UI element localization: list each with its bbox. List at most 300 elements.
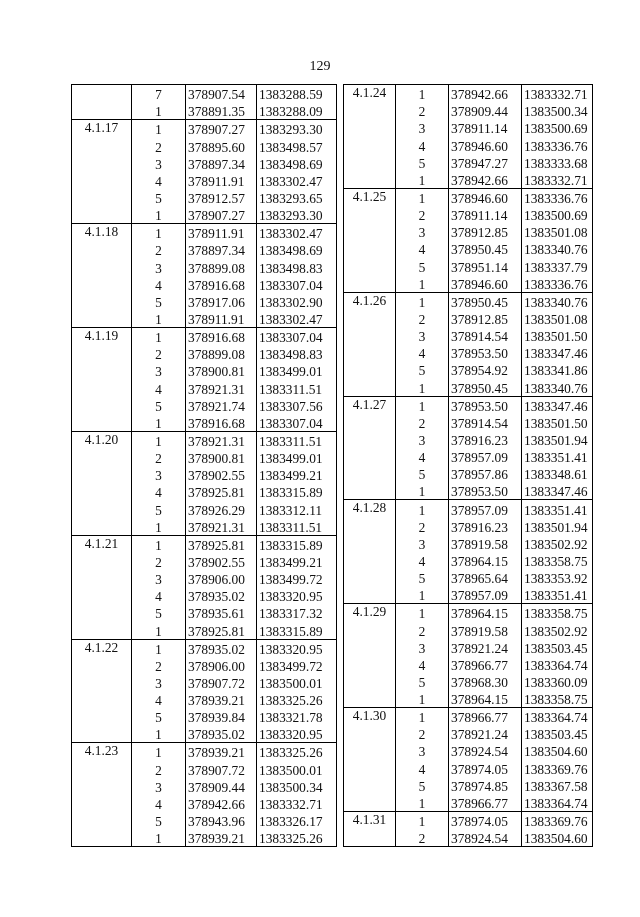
- table-left-body: [72, 85, 337, 847]
- point-number: 5: [132, 708, 186, 725]
- y-coordinate: 1383315.89: [257, 621, 337, 639]
- x-coordinate: 378907.27: [186, 206, 257, 224]
- y-coordinate: 1383500.34: [257, 778, 337, 795]
- point-number: 4: [396, 136, 449, 153]
- point-number: 3: [396, 223, 449, 240]
- table-row: [344, 310, 593, 327]
- section-id: [72, 137, 132, 154]
- point-number: 3: [396, 639, 449, 656]
- x-coordinate: 378939.21: [186, 743, 257, 761]
- table-row: [344, 206, 593, 223]
- y-coordinate: 1383358.75: [522, 604, 593, 622]
- table-row: [72, 725, 337, 743]
- x-coordinate: 378907.72: [186, 760, 257, 777]
- section-id: [72, 241, 132, 258]
- point-number: 5: [132, 397, 186, 414]
- point-number: 4: [396, 656, 449, 673]
- point-number: 2: [132, 449, 186, 466]
- section-id: [344, 275, 396, 293]
- point-number: 4: [132, 483, 186, 500]
- x-coordinate: 378935.02: [186, 639, 257, 657]
- table-row: [72, 189, 337, 206]
- point-number: 1: [132, 102, 186, 120]
- section-id: [72, 553, 132, 570]
- x-coordinate: 378911.91: [186, 310, 257, 328]
- section-id: [72, 483, 132, 500]
- point-number: 5: [396, 673, 449, 690]
- y-coordinate: 1383333.68: [522, 154, 593, 171]
- point-number: 2: [132, 137, 186, 154]
- section-id: [344, 829, 396, 847]
- x-coordinate: 378957.09: [449, 448, 522, 465]
- table-row: [72, 760, 337, 777]
- point-number: 3: [396, 119, 449, 136]
- table-row: [344, 482, 593, 500]
- table-row: [344, 240, 593, 257]
- point-number: 1: [132, 120, 186, 138]
- point-number: 1: [396, 604, 449, 622]
- section-id: [344, 257, 396, 274]
- table-row: [344, 396, 593, 414]
- x-coordinate: 378907.27: [186, 120, 257, 138]
- section-id: 4.1.25: [344, 188, 396, 206]
- y-coordinate: 1383307.04: [257, 414, 337, 432]
- y-coordinate: 1383326.17: [257, 812, 337, 829]
- y-coordinate: 1383364.74: [522, 708, 593, 726]
- point-number: 5: [132, 189, 186, 206]
- section-id: [72, 397, 132, 414]
- y-coordinate: 1383307.04: [257, 327, 337, 345]
- y-coordinate: 1383293.65: [257, 189, 337, 206]
- table-row: [344, 829, 593, 847]
- point-number: 1: [396, 292, 449, 310]
- x-coordinate: 378957.09: [449, 586, 522, 604]
- table-row: [72, 362, 337, 379]
- y-coordinate: 1383358.75: [522, 552, 593, 569]
- table-row: [344, 742, 593, 759]
- y-coordinate: 1383503.45: [522, 639, 593, 656]
- section-id: [72, 85, 132, 103]
- x-coordinate: 378964.15: [449, 690, 522, 708]
- table-row: [72, 206, 337, 224]
- point-number: 3: [396, 431, 449, 448]
- table-row: [344, 102, 593, 119]
- point-number: 1: [132, 725, 186, 743]
- point-number: 5: [396, 569, 449, 586]
- y-coordinate: 1383336.76: [522, 188, 593, 206]
- x-coordinate: 378966.77: [449, 656, 522, 673]
- table-row: [344, 188, 593, 206]
- x-coordinate: 378953.50: [449, 482, 522, 500]
- y-coordinate: 1383288.09: [257, 102, 337, 120]
- x-coordinate: 378924.54: [449, 742, 522, 759]
- x-coordinate: 378921.31: [186, 379, 257, 396]
- section-id: [344, 327, 396, 344]
- point-number: 4: [396, 759, 449, 776]
- section-id: [344, 240, 396, 257]
- x-coordinate: 378939.84: [186, 708, 257, 725]
- point-number: 4: [396, 448, 449, 465]
- section-id: [344, 102, 396, 119]
- x-coordinate: 378907.54: [186, 85, 257, 103]
- point-number: 1: [396, 586, 449, 604]
- point-number: 2: [396, 725, 449, 742]
- section-id: [344, 518, 396, 535]
- point-number: 5: [132, 293, 186, 310]
- x-coordinate: 378899.08: [186, 345, 257, 362]
- section-id: [72, 206, 132, 224]
- section-id: [72, 500, 132, 517]
- x-coordinate: 378906.00: [186, 657, 257, 674]
- y-coordinate: 1383364.74: [522, 656, 593, 673]
- section-id: [72, 778, 132, 795]
- point-number: 3: [132, 570, 186, 587]
- x-coordinate: 378954.92: [449, 361, 522, 378]
- table-row: [72, 587, 337, 604]
- y-coordinate: 1383325.26: [257, 691, 337, 708]
- table-row: [72, 120, 337, 138]
- table-row: [344, 690, 593, 708]
- table-right-body: [344, 85, 593, 847]
- table-row: [344, 673, 593, 690]
- section-id: [344, 552, 396, 569]
- y-coordinate: 1383351.41: [522, 500, 593, 518]
- point-number: 5: [396, 154, 449, 171]
- table-row: [344, 500, 593, 518]
- x-coordinate: 378924.54: [449, 829, 522, 847]
- y-coordinate: 1383500.69: [522, 206, 593, 223]
- point-number: 2: [396, 414, 449, 431]
- x-coordinate: 378946.60: [449, 136, 522, 153]
- x-coordinate: 378974.85: [449, 777, 522, 794]
- y-coordinate: 1383504.60: [522, 829, 593, 847]
- x-coordinate: 378925.81: [186, 535, 257, 553]
- section-id: 4.1.31: [344, 811, 396, 829]
- x-coordinate: 378968.30: [449, 673, 522, 690]
- x-coordinate: 378957.09: [449, 500, 522, 518]
- table-row: [72, 570, 337, 587]
- y-coordinate: 1383336.76: [522, 136, 593, 153]
- point-number: 3: [396, 535, 449, 552]
- section-id: 4.1.27: [344, 396, 396, 414]
- section-id: [344, 690, 396, 708]
- x-coordinate: 378925.81: [186, 483, 257, 500]
- x-coordinate: 378921.24: [449, 725, 522, 742]
- table-row: [344, 604, 593, 622]
- point-number: 5: [396, 361, 449, 378]
- table-row: [344, 777, 593, 794]
- x-coordinate: 378921.31: [186, 431, 257, 449]
- x-coordinate: 378909.44: [449, 102, 522, 119]
- point-number: 2: [396, 206, 449, 223]
- page-number: 129: [309, 59, 331, 74]
- table-row: [344, 518, 593, 535]
- x-coordinate: 378966.77: [449, 794, 522, 812]
- point-number: 4: [132, 172, 186, 189]
- section-id: 4.1.20: [72, 431, 132, 449]
- table-row: [344, 465, 593, 482]
- table-row: [72, 327, 337, 345]
- table-row: [72, 241, 337, 258]
- section-id: 4.1.22: [72, 639, 132, 657]
- x-coordinate: 378964.15: [449, 604, 522, 622]
- x-coordinate: 378906.00: [186, 570, 257, 587]
- section-id: [72, 760, 132, 777]
- point-number: 1: [132, 639, 186, 657]
- point-number: 3: [132, 362, 186, 379]
- point-number: 1: [396, 396, 449, 414]
- point-number: 1: [396, 690, 449, 708]
- table-row: [72, 224, 337, 242]
- section-id: [344, 344, 396, 361]
- x-coordinate: 378899.08: [186, 258, 257, 275]
- x-coordinate: 378914.54: [449, 327, 522, 344]
- section-id: 4.1.19: [72, 327, 132, 345]
- table-row: [344, 119, 593, 136]
- table-row: [72, 431, 337, 449]
- y-coordinate: 1383499.01: [257, 362, 337, 379]
- y-coordinate: 1383498.83: [257, 258, 337, 275]
- table-row: [344, 292, 593, 310]
- x-coordinate: 378965.64: [449, 569, 522, 586]
- table-row: [72, 778, 337, 795]
- x-coordinate: 378907.72: [186, 674, 257, 691]
- table-row: [344, 327, 593, 344]
- y-coordinate: 1383369.76: [522, 811, 593, 829]
- y-coordinate: 1383302.47: [257, 172, 337, 189]
- x-coordinate: 378916.23: [449, 431, 522, 448]
- point-number: 1: [396, 171, 449, 189]
- section-id: 4.1.21: [72, 535, 132, 553]
- point-number: 3: [132, 778, 186, 795]
- point-number: 1: [132, 224, 186, 242]
- table-row: [72, 379, 337, 396]
- y-coordinate: 1383337.79: [522, 257, 593, 274]
- point-number: 1: [396, 708, 449, 726]
- point-number: 4: [132, 587, 186, 604]
- y-coordinate: 1383500.01: [257, 674, 337, 691]
- y-coordinate: 1383320.95: [257, 587, 337, 604]
- point-number: 5: [396, 777, 449, 794]
- x-coordinate: 378950.45: [449, 378, 522, 396]
- x-coordinate: 378935.02: [186, 587, 257, 604]
- y-coordinate: 1383353.92: [522, 569, 593, 586]
- point-number: 1: [132, 327, 186, 345]
- x-coordinate: 378911.14: [449, 119, 522, 136]
- table-row: [72, 293, 337, 310]
- table-row: [72, 829, 337, 847]
- y-coordinate: 1383503.45: [522, 725, 593, 742]
- section-id: 4.1.28: [344, 500, 396, 518]
- point-number: 3: [132, 466, 186, 483]
- point-number: 4: [132, 691, 186, 708]
- x-coordinate: 378912.85: [449, 223, 522, 240]
- x-coordinate: 378916.23: [449, 518, 522, 535]
- point-number: 4: [132, 795, 186, 812]
- section-id: [72, 258, 132, 275]
- section-id: [344, 154, 396, 171]
- y-coordinate: 1383360.09: [522, 673, 593, 690]
- section-id: [72, 708, 132, 725]
- section-id: [344, 206, 396, 223]
- y-coordinate: 1383332.71: [522, 171, 593, 189]
- point-number: 1: [396, 85, 449, 103]
- point-number: 2: [132, 760, 186, 777]
- section-id: [344, 586, 396, 604]
- table-row: [72, 604, 337, 621]
- y-coordinate: 1383499.01: [257, 449, 337, 466]
- y-coordinate: 1383502.92: [522, 621, 593, 638]
- table-row: [72, 812, 337, 829]
- table-row: [72, 414, 337, 432]
- section-id: [344, 310, 396, 327]
- x-coordinate: 378942.66: [186, 795, 257, 812]
- x-coordinate: 378900.81: [186, 362, 257, 379]
- y-coordinate: 1383332.71: [257, 795, 337, 812]
- point-number: 5: [396, 465, 449, 482]
- point-number: 1: [132, 518, 186, 536]
- table-row: [344, 621, 593, 638]
- x-coordinate: 378900.81: [186, 449, 257, 466]
- point-number: 4: [396, 552, 449, 569]
- table-row: [344, 656, 593, 673]
- table-row: [344, 639, 593, 656]
- x-coordinate: 378919.58: [449, 621, 522, 638]
- table-row: [344, 725, 593, 742]
- x-coordinate: 378911.14: [449, 206, 522, 223]
- y-coordinate: 1383348.61: [522, 465, 593, 482]
- y-coordinate: 1383347.46: [522, 344, 593, 361]
- section-id: [344, 136, 396, 153]
- table-row: [344, 136, 593, 153]
- point-number: 1: [132, 535, 186, 553]
- y-coordinate: 1383347.46: [522, 482, 593, 500]
- point-number: 3: [132, 155, 186, 172]
- y-coordinate: 1383340.76: [522, 292, 593, 310]
- section-id: 4.1.17: [72, 120, 132, 138]
- section-id: [72, 725, 132, 743]
- y-coordinate: 1383325.26: [257, 829, 337, 847]
- x-coordinate: 378939.21: [186, 691, 257, 708]
- table-row: [72, 621, 337, 639]
- section-id: [72, 345, 132, 362]
- y-coordinate: 1383311.51: [257, 379, 337, 396]
- x-coordinate: 378943.96: [186, 812, 257, 829]
- x-coordinate: 378921.31: [186, 518, 257, 536]
- x-coordinate: 378950.45: [449, 240, 522, 257]
- section-id: [344, 465, 396, 482]
- section-id: [344, 223, 396, 240]
- x-coordinate: 378914.54: [449, 414, 522, 431]
- table-row: [344, 361, 593, 378]
- x-coordinate: 378916.68: [186, 327, 257, 345]
- y-coordinate: 1383500.69: [522, 119, 593, 136]
- x-coordinate: 378946.60: [449, 275, 522, 293]
- section-id: [72, 310, 132, 328]
- x-coordinate: 378897.34: [186, 241, 257, 258]
- x-coordinate: 378935.61: [186, 604, 257, 621]
- section-id: [344, 378, 396, 396]
- y-coordinate: 1383340.76: [522, 378, 593, 396]
- section-id: [344, 119, 396, 136]
- point-number: 2: [396, 102, 449, 119]
- x-coordinate: 378953.50: [449, 344, 522, 361]
- point-number: 1: [396, 378, 449, 396]
- section-id: [344, 414, 396, 431]
- table-row: [72, 553, 337, 570]
- y-coordinate: 1383340.76: [522, 240, 593, 257]
- coordinates-table-left: [71, 84, 337, 847]
- x-coordinate: 378919.58: [449, 535, 522, 552]
- x-coordinate: 378891.35: [186, 102, 257, 120]
- section-id: 4.1.24: [344, 85, 396, 103]
- y-coordinate: 1383351.41: [522, 448, 593, 465]
- section-id: [72, 449, 132, 466]
- table-row: [344, 708, 593, 726]
- coordinates-table-right: [343, 84, 593, 847]
- table-row: [344, 811, 593, 829]
- y-coordinate: 1383501.94: [522, 518, 593, 535]
- section-id: [344, 742, 396, 759]
- table-row: [344, 535, 593, 552]
- section-id: [72, 102, 132, 120]
- section-id: [344, 569, 396, 586]
- table-row: [72, 500, 337, 517]
- table-row: [72, 657, 337, 674]
- table-row: [72, 172, 337, 189]
- point-number: 2: [396, 621, 449, 638]
- x-coordinate: 378902.55: [186, 553, 257, 570]
- y-coordinate: 1383367.58: [522, 777, 593, 794]
- table-row: [72, 483, 337, 500]
- table-row: [344, 448, 593, 465]
- table-row: [72, 535, 337, 553]
- point-number: 1: [132, 621, 186, 639]
- y-coordinate: 1383311.51: [257, 431, 337, 449]
- section-id: [344, 794, 396, 812]
- table-row: [344, 344, 593, 361]
- section-id: [344, 171, 396, 189]
- y-coordinate: 1383499.72: [257, 657, 337, 674]
- table-row: [72, 691, 337, 708]
- x-coordinate: 378939.21: [186, 829, 257, 847]
- x-coordinate: 378974.05: [449, 811, 522, 829]
- y-coordinate: 1383293.30: [257, 206, 337, 224]
- x-coordinate: 378942.66: [449, 85, 522, 103]
- y-coordinate: 1383501.50: [522, 327, 593, 344]
- section-id: [72, 570, 132, 587]
- y-coordinate: 1383498.69: [257, 241, 337, 258]
- point-number: 3: [132, 674, 186, 691]
- table-row: [72, 639, 337, 657]
- table-row: [344, 275, 593, 293]
- table-row: [72, 397, 337, 414]
- table-row: [344, 171, 593, 189]
- y-coordinate: 1383500.01: [257, 760, 337, 777]
- table-row: [344, 257, 593, 274]
- y-coordinate: 1383504.60: [522, 742, 593, 759]
- point-number: 1: [132, 310, 186, 328]
- table-row: [344, 586, 593, 604]
- table-row: [72, 85, 337, 103]
- section-id: 4.1.30: [344, 708, 396, 726]
- x-coordinate: 378966.77: [449, 708, 522, 726]
- y-coordinate: 1383499.21: [257, 553, 337, 570]
- point-number: 4: [132, 379, 186, 396]
- section-id: 4.1.18: [72, 224, 132, 242]
- point-number: 1: [132, 829, 186, 847]
- section-id: [72, 362, 132, 379]
